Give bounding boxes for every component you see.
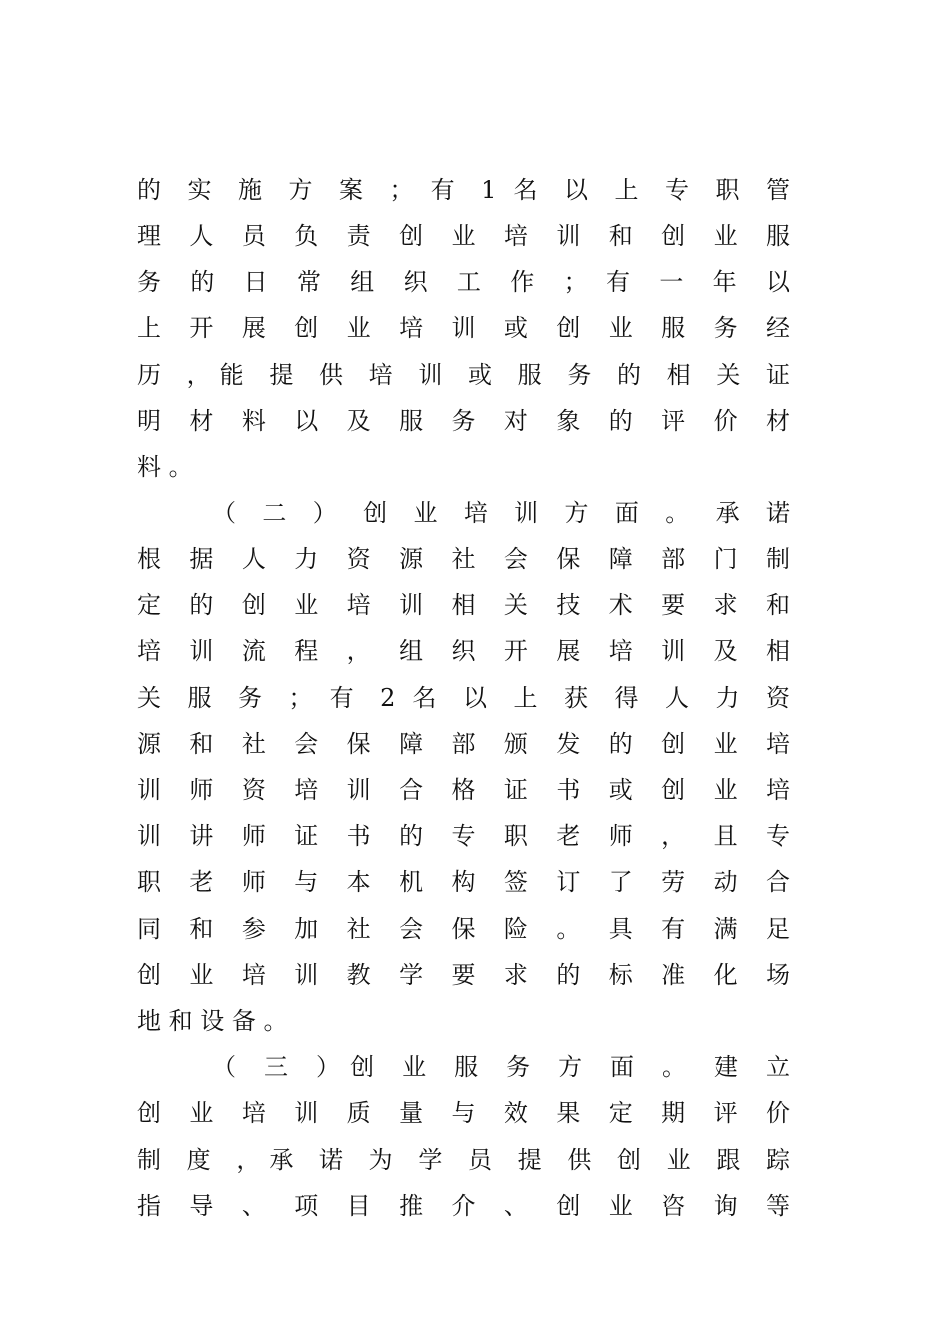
paragraph-heading: （ 三 ）创 业 服 务 方 面 。 建 立 (212, 1053, 790, 1081)
text-line: 根 据 人 力 资 源 社 会 保 障 部 门 制 (137, 545, 790, 573)
text-line: 关 服 务 ； 有 2 名 以 上 获 得 人 力 资 (137, 684, 790, 712)
text-line: 训 师 资 培 训 合 格 证 书 或 创 业 培 (137, 776, 790, 804)
text-line: 的 实 施 方 案 ； 有 1 名 以 上 专 职 管 (137, 176, 790, 204)
text-line: 职 老 师 与 本 机 构 签 订 了 劳 动 合 (137, 868, 790, 896)
text-line: 培 训 流 程 ， 组 织 开 展 培 训 及 相 (137, 637, 790, 665)
text-line: 地 和 设 备 。 (137, 1007, 288, 1035)
text-line: 理 人 员 负 责 创 业 培 训 和 创 业 服 (137, 222, 790, 250)
text-line: 务 的 日 常 组 织 工 作 ； 有 一 年 以 (137, 268, 790, 296)
text-line: 训 讲 师 证 书 的 专 职 老 师 ， 且 专 (137, 822, 790, 850)
text-line: 指 导 、 项 目 推 介 、 创 业 咨 询 等 (137, 1192, 790, 1220)
text-line: 定 的 创 业 培 训 相 关 技 术 要 求 和 (137, 591, 790, 619)
text-line: 历 ，能 提 供 培 训 或 服 务 的 相 关 证 (137, 361, 790, 389)
text-line: 上 开 展 创 业 培 训 或 创 业 服 务 经 (137, 314, 790, 342)
text-line: 明 材 料 以 及 服 务 对 象 的 评 价 材 (137, 407, 790, 435)
text-line: 源 和 社 会 保 障 部 颁 发 的 创 业 培 (137, 730, 790, 758)
text-line: 制 度 ，承 诺 为 学 员 提 供 创 业 跟 踪 (137, 1146, 790, 1174)
text-line: 创 业 培 训 质 量 与 效 果 定 期 评 价 (137, 1099, 790, 1127)
text-line: 料 。 (137, 453, 193, 481)
text-line: 创 业 培 训 教 学 要 求 的 标 准 化 场 (137, 961, 790, 989)
text-line: 同 和 参 加 社 会 保 险 。 具 有 满 足 (137, 915, 790, 943)
paragraph-heading: （ 二 ） 创 业 培 训 方 面 。 承 诺 (212, 499, 790, 527)
